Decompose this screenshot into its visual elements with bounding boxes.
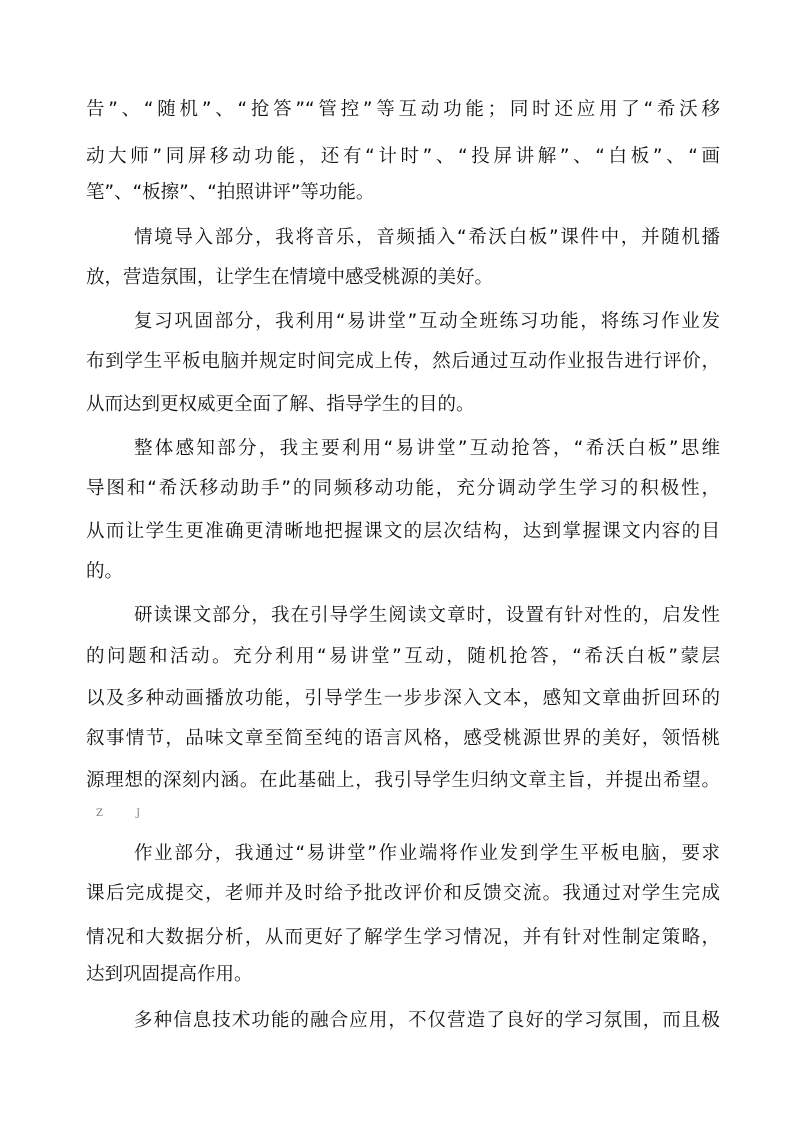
text-line: 的。	[86, 561, 124, 582]
paragraph-first-line: 研读课文部分，我在引导学生阅读文章时，设置有针对性的，启发性	[134, 605, 720, 626]
text-line: 导图和“希沃移动助手”的同频移动功能，充分调动学生学习的积极性，	[86, 478, 720, 499]
paragraph-first-line: 整体感知部分，我主要利用“易讲堂”互动抢答，“希沃白板”思维	[134, 438, 720, 459]
text-line: 从而达到更权威更全面了解、指导学生的目的。	[86, 394, 475, 415]
text-line: 以及多种动画播放功能，引导学生一步步深入文本，感知文章曲折回环的	[86, 688, 720, 709]
text-line: 告”、“随机”、“抢答”“管控”等互动功能；同时还应用了“希沃移	[86, 99, 720, 120]
text-line: 情况和大数据分析，从而更好了解学生学习情况，并有针对性制定策略，	[86, 927, 720, 948]
text-line: 笔”、“板擦”、“拍照讲评”等功能。	[86, 182, 375, 203]
text-line: 课后完成提交，老师并及时给予批改评价和反馈交流。我通过对学生完成	[86, 883, 720, 904]
text-line: 从而让学生更准确更清晰地把握课文的层次结构，达到掌握课文内容的目	[86, 521, 720, 542]
paragraph-first-line: 情境导入部分，我将音乐，音频插入“希沃白板”课件中，并随机播	[134, 227, 720, 248]
text-line: 动大师”同屏移动功能，还有“计时”、“投屏讲解”、“白板”、“画	[86, 146, 720, 167]
text-line: 叙事情节，品味文章至简至纯的语言风格，感受桃源世界的美好，领悟桃	[86, 728, 720, 749]
text-line: 放，营造氛围，让学生在情境中感受桃源的美好。	[86, 267, 494, 288]
text-line: 的问题和活动。充分利用“易讲堂”互动，随机抢答，“希沃白板”蒙层	[86, 646, 720, 667]
paragraph-first-line: 作业部分，我通过“易讲堂”作业端将作业发到学生平板电脑，要求	[134, 843, 720, 864]
paragraph-first-line: 多种信息技术功能的融合应用，不仅营造了良好的学习氛围，而且极	[134, 1010, 720, 1031]
text-line: 布到学生平板电脑并规定时间完成上传，然后通过互动作业报告进行评价，	[86, 351, 720, 372]
paragraph-first-line: 复习巩固部分，我利用“易讲堂”互动全班练习功能，将练习作业发	[134, 311, 720, 332]
watermark-marker: Z J	[96, 808, 156, 819]
text-line: 达到巩固提高作用。	[86, 964, 253, 985]
text-line: 源理想的深刻内涵。在此基础上，我引导学生归纳文章主旨，并提出希望。	[86, 770, 720, 791]
